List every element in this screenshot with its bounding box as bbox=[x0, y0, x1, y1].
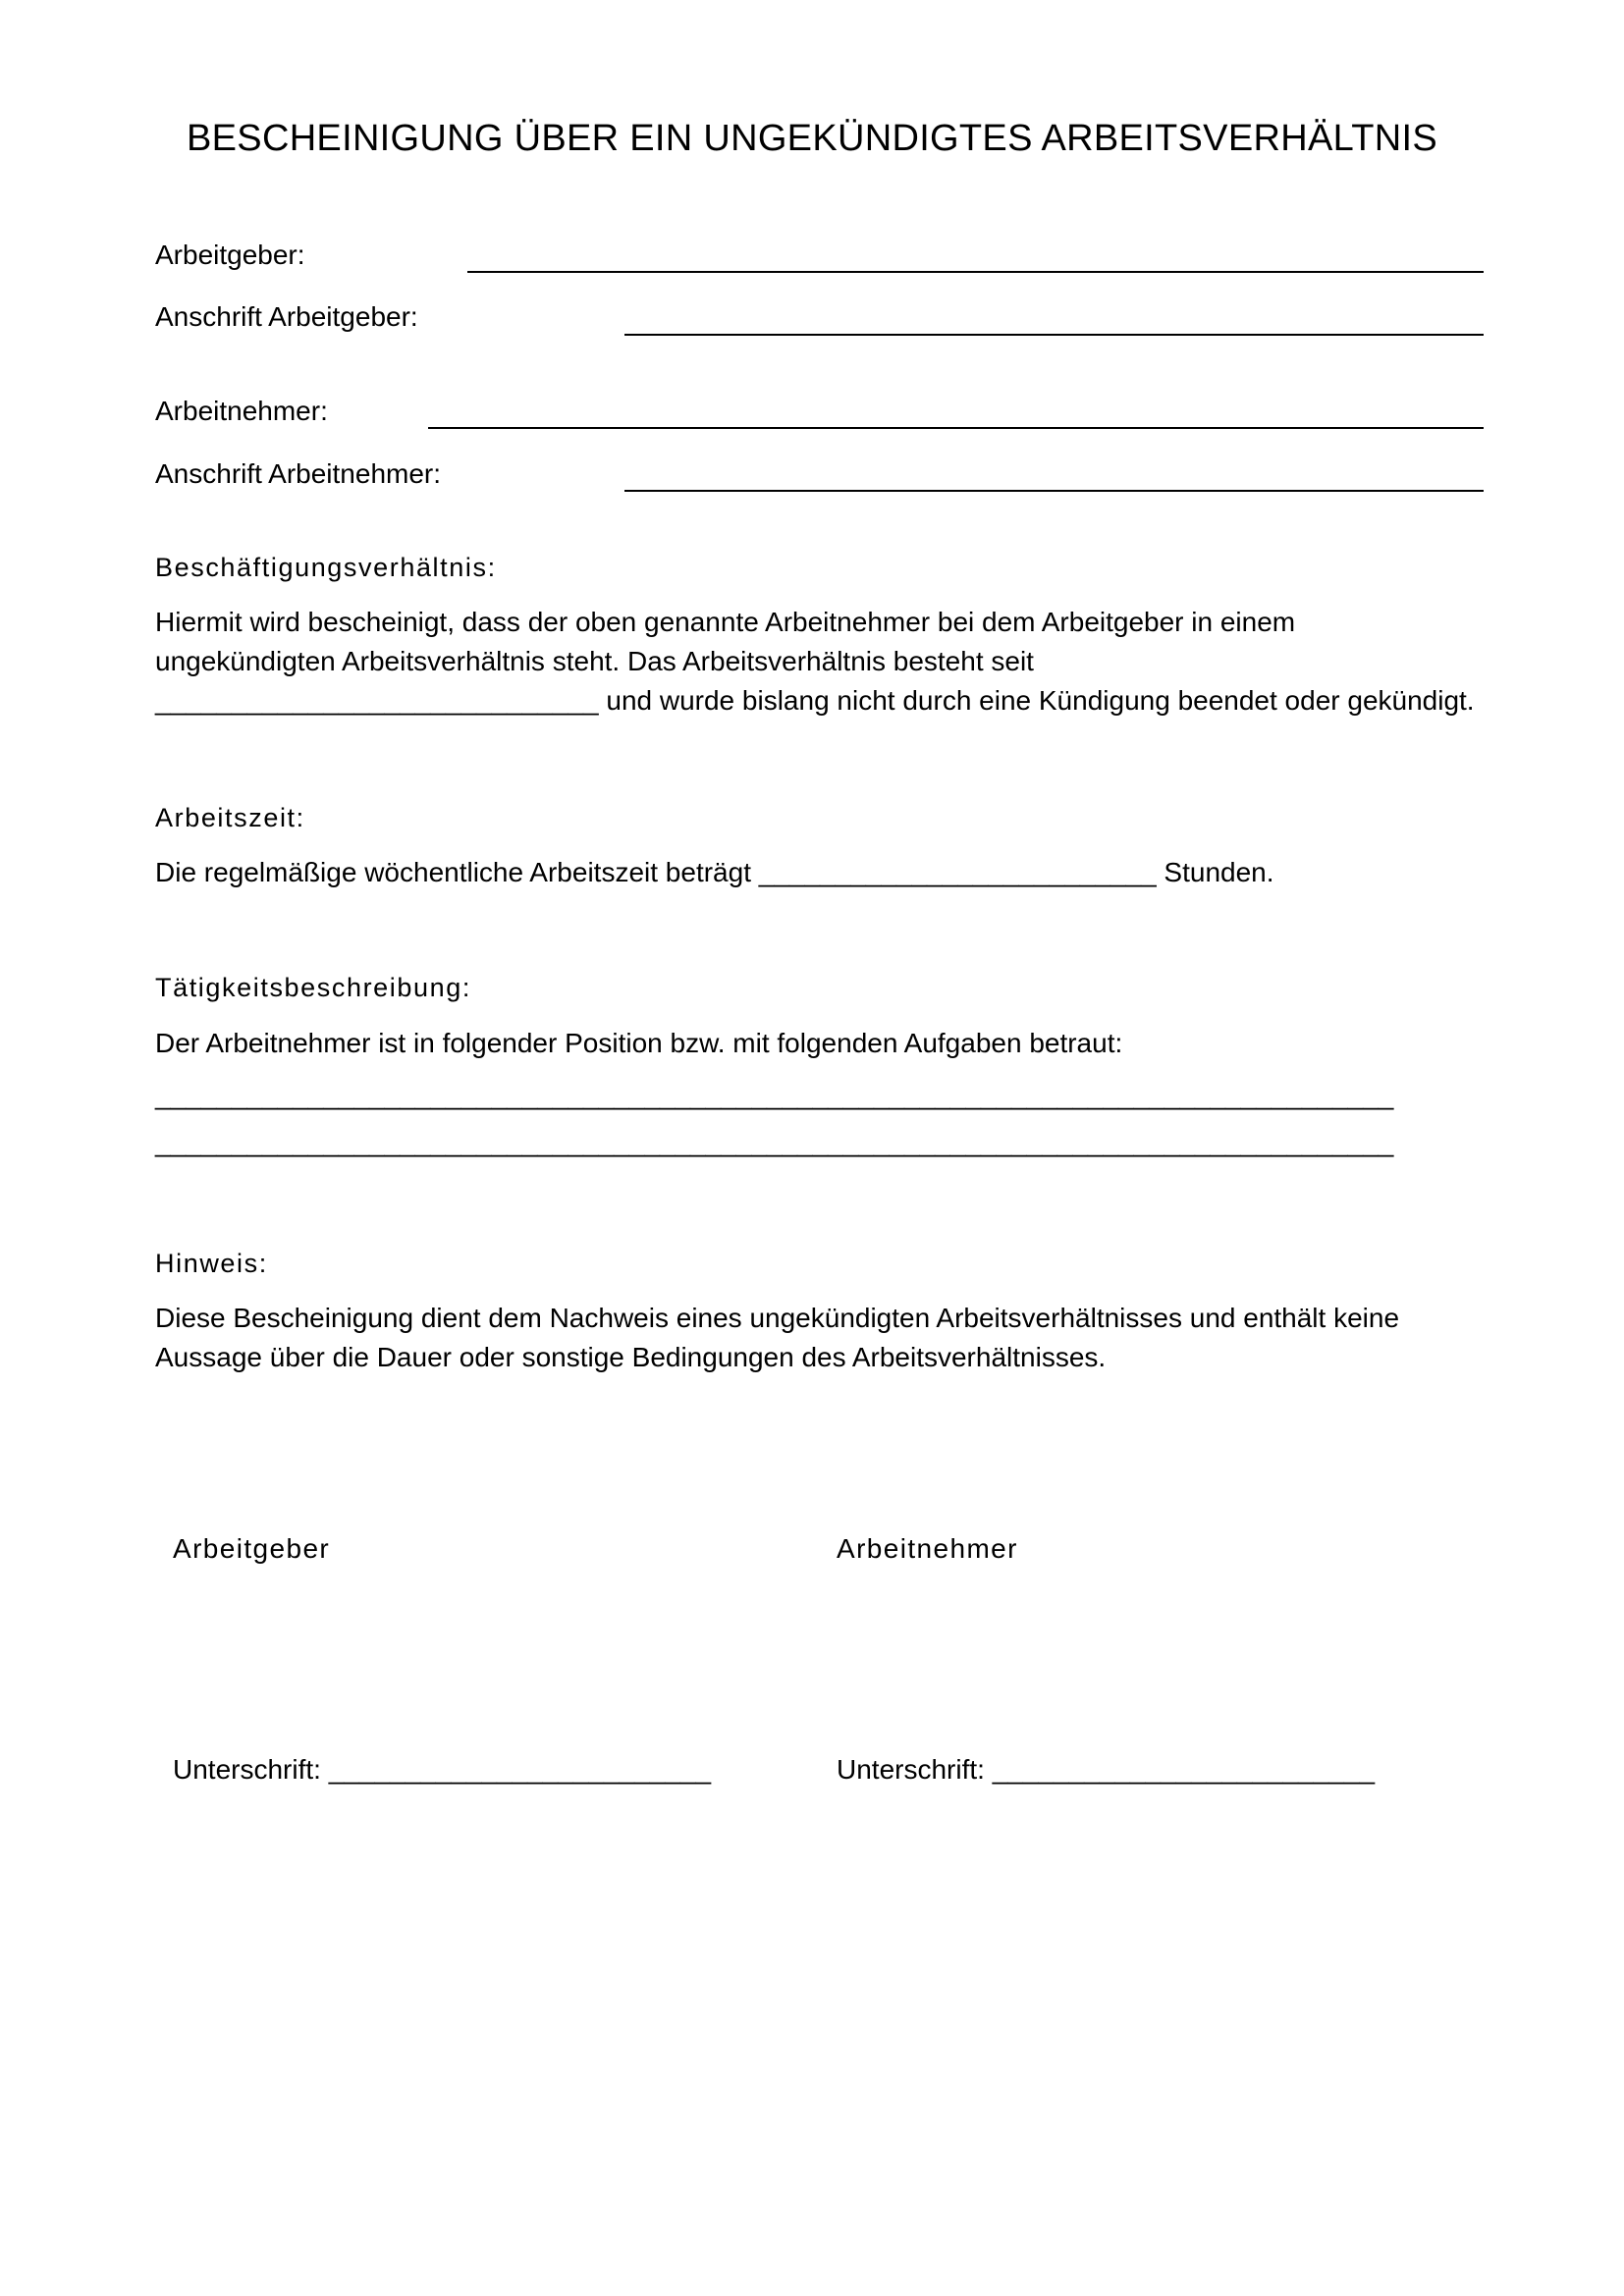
activity-blank-line[interactable]: _________________________________________________________________________________ bbox=[155, 1080, 1394, 1110]
employee-address-label: Anschrift Arbeitnehmer: bbox=[155, 458, 442, 489]
employment-start-date-line[interactable]: _____________________________ und wurde bislang nicht durch eine Kündigung beendet oder gekündigt. bbox=[155, 685, 1475, 716]
note-text-line: Aussage über die Dauer oder sonstige Bedingungen des Arbeitsverhältnisses. bbox=[155, 1342, 1107, 1372]
activity-text: Der Arbeitnehmer ist in folgender Position bzw. mit folgenden Aufgaben betraut: bbox=[155, 1028, 1123, 1058]
note-heading: Hinweis: bbox=[155, 1249, 268, 1278]
employer-signature-field[interactable]: Unterschrift: _________________________ bbox=[173, 1754, 712, 1785]
working-time-heading: Arbeitszeit: bbox=[155, 803, 305, 832]
employee-address-field[interactable] bbox=[624, 490, 1484, 492]
note-text-line: Diese Bescheinigung dient dem Nachweis eines ungekündigten Arbeitsverhältnisses und enthält keine bbox=[155, 1303, 1400, 1333]
activity-heading: Tätigkeitsbeschreibung: bbox=[155, 973, 471, 1002]
employer-address-label: Anschrift Arbeitgeber: bbox=[155, 301, 418, 332]
employee-signature-label: Arbeitnehmer bbox=[837, 1533, 1018, 1564]
employer-label: Arbeitgeber: bbox=[155, 240, 305, 270]
employment-text-line: ungekündigten Arbeitsverhältnis steht. Das Arbeitsverhältnis besteht seit bbox=[155, 646, 1034, 676]
employment-heading: Beschäftigungsverhältnis: bbox=[155, 553, 497, 582]
employee-field[interactable] bbox=[428, 427, 1484, 429]
working-hours-line[interactable]: Die regelmäßige wöchentliche Arbeitszeit beträgt __________________________ Stunden. bbox=[155, 857, 1274, 887]
employment-text-line: Hiermit wird bescheinigt, dass der oben genannte Arbeitnehmer bei dem Arbeitgeber in einem bbox=[155, 607, 1296, 637]
employer-signature-label: Arbeitgeber bbox=[173, 1533, 331, 1564]
employer-field[interactable] bbox=[467, 271, 1484, 273]
employer-address-field[interactable] bbox=[624, 334, 1484, 336]
document-title: BESCHEINIGUNG ÜBER EIN UNGEKÜNDIGTES ARBEITSVERHÄLTNIS bbox=[187, 118, 1437, 159]
employee-label: Arbeitnehmer: bbox=[155, 396, 328, 426]
employee-signature-field[interactable]: Unterschrift: _________________________ bbox=[837, 1754, 1376, 1785]
activity-blank-line[interactable]: _________________________________________________________________________________ bbox=[155, 1127, 1394, 1157]
